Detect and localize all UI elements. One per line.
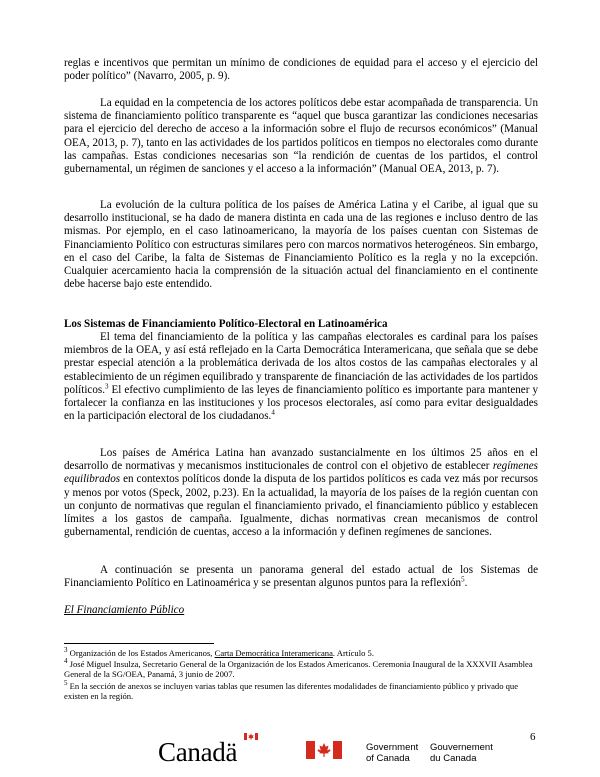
gov-en-line-2: of Canada — [366, 753, 410, 764]
gov-fr-line-2: du Canada — [430, 753, 477, 764]
paragraph-5-italic: regímenes equilibrados — [64, 460, 538, 486]
paragraph-3: La evolución de la cultura política de los países de América Latina y el Caribe, al igual que su desarrollo institucional, se ha dado de manera distinta en cada una de las regiones e incluso dentro de las mismas. Por ejemplo, en el caso latinoamericano, la mayoría de los países cuentan con Sistemas de Financiamiento Político con estructuras similares pero con marcos normativos heterogéneos. Sin embargo, en el caso del Caribe, la falta de Sistemas de Financiamiento Político es la regla y no la excepción. Cualquier acercamiento hacia la comprensión de la situación actual del financiamiento en el continente debe hacerse bajo este entendido. — [64, 199, 538, 291]
paragraph-6 — [64, 564, 538, 590]
government-of-canada-french — [430, 742, 493, 764]
paragraph-2: La equidad en la competencia de los actores políticos debe estar acompañada de transparencia. Un sistema de financiamiento político transparente es “aquel que busca garantizar las condiciones necesarias para el ejercicio del derecho de acceso a la información sobre el flujo de recursos económicos” (Manual OEA, 2013, p. 7), tanto en las actividades de los partidos políticos en tiempos no electorales como durante las campañas. Estas condiciones necesarias son “la rendición de cuentas de los partidos, el control gubernamental, un régimen de sanciones y el acceso a la información” (Manual OEA, 2013, p. 7). — [64, 97, 538, 176]
footnote-3-text-a: Organización de los Estados Americanos, — [67, 648, 215, 658]
paragraph-4 — [64, 331, 538, 423]
paragraph-6-text: A continuación se presenta un panorama general del estado actual de los Sistemas de Financiamiento Político en Latinoamérica y se presentan algunos puntos para la reflexión — [64, 564, 538, 590]
paragraph-4-part-a: El tema del financiamiento de la política y las campañas electorales es cardinal para los países miembros de la OEA, y así está reflejado en la Carta Democrática Interamericana, que señala que se debe prestar especial atención a la problemática derivada de los altos costos de las campañas electorales y al establecimiento de un régimen equilibrado y transparente de financiación de las actividades de los partidos políticos. — [64, 331, 538, 396]
gov-fr-line-1: Gouvernement — [430, 742, 493, 753]
footnote-3-text-b: . Artículo 5. — [332, 648, 374, 658]
page-number: 6 — [530, 731, 536, 743]
footnote-5-number: 5 — [64, 679, 68, 688]
paragraph-6-end: . — [464, 577, 468, 590]
footnote-3 — [64, 648, 538, 658]
footnote-separator — [64, 643, 214, 644]
paragraph-1: reglas e incentivos que permitan un mínimo de condiciones de equidad para el acceso y el ejercicio del poder político” (Navarro, 2005, p. 9). — [64, 57, 538, 83]
footnote-ref-4[interactable]: 4 — [271, 408, 275, 417]
paragraph-5-part-a: Los países de América Latina han avanzado sustancialmente en los últimos 25 años en el desarrollo de normativas y mecanismos institucionales de control con el objetivo de establecer — [64, 447, 538, 473]
government-of-canada-english — [366, 742, 418, 764]
footnote-ref-5[interactable]: 5 — [461, 575, 465, 584]
subsection-heading: El Financiamiento Público — [64, 604, 185, 616]
paragraph-5 — [64, 447, 538, 539]
section-heading: Los Sistemas de Financiamiento Político-Electoral en Latinoamérica — [64, 318, 388, 330]
canada-wordmark: Canadä — [158, 737, 238, 767]
gov-en-line-1: Government — [366, 742, 419, 753]
canada-wordmark-flag-icon — [244, 733, 258, 740]
footnote-4-text: José Miguel Insulza, Secretario General de la Organización de los Estados Americanos. Ceremonia Inaugural de la XXXVII Asamblea General de la SG/OEA, Panamá, 3 junio de 2007. — [64, 659, 533, 680]
footnote-ref-3[interactable]: 3 — [104, 382, 109, 391]
footnote-4 — [64, 659, 538, 679]
footnote-5-text: En la sección de anexos se incluyen varias tablas que resumen las diferentes modalidades de financiamiento público y privado que existen en la región. — [64, 681, 519, 702]
footnote-3-link[interactable]: Carta Democrática Interamericana — [214, 648, 333, 658]
footnote-3-number: 3 — [64, 646, 68, 655]
footnote-5 — [64, 681, 538, 701]
paragraph-5-part-b: en contextos políticos donde la disputa de los partidos políticos es cada vez más por recursos y menos por votos (Speck, 2002, p.23). En la actualidad, la mayoría de los países de la región cuentan con un conjunto de normativas que regulan el financiamiento privado, el financiamiento público y establecen límites a los gastos de campaña. Igualmente, dichas normativas crean mecanismos de control gubernamental, rendición de cuentas, acceso a la información y definen regímenes de sanciones. — [64, 473, 538, 539]
footnote-4-number: 4 — [64, 657, 68, 666]
canada-flag-icon — [306, 741, 342, 759]
paragraph-4-part-b: El efectivo cumplimiento de las leyes de financiamiento político es importante para mantener y fortalecer la confianza en las instituciones y los procesos electorales, así como para evitar desigualdades en la participación electoral de los ciudadanos. — [64, 383, 538, 423]
